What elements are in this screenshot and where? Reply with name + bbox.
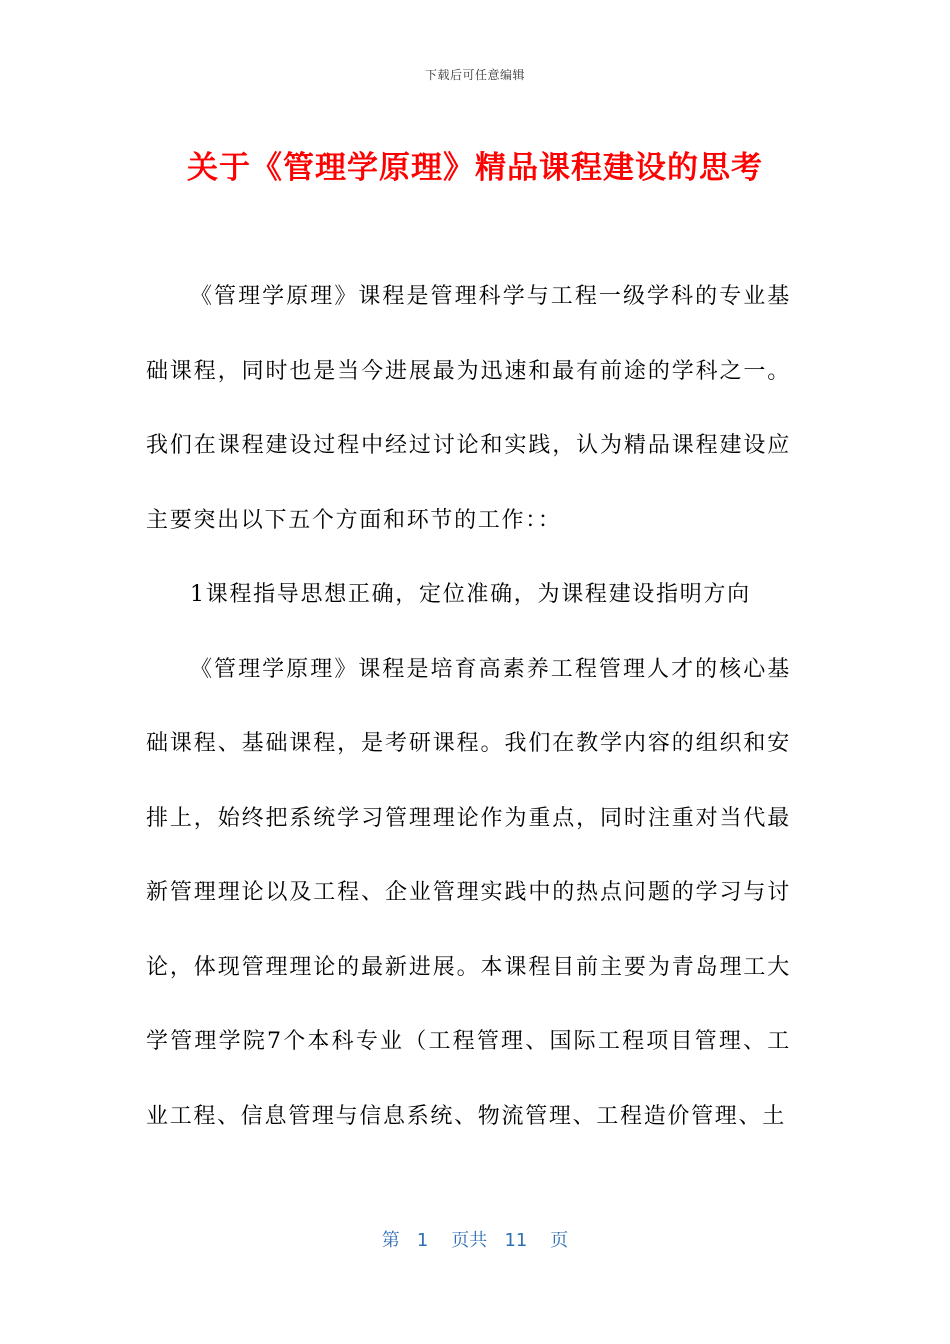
footer-label-middle: 页共	[451, 1230, 488, 1251]
paragraph-intro: 《管理学原理》课程是管理科学与工程一级学科的专业基础课程，同时也是当今进展最为迅速和最有前途的学科之一。我们在课程建设过程中经过讨论和实践，认为精品课程建设应主要突出以下五个方面和环节的工作：：	[146, 284, 791, 533]
header-note: 下载后可任意编辑	[424, 68, 525, 82]
footer-label-after: 页	[550, 1230, 569, 1251]
paragraph-section-heading: 1课程指导思想正确，定位准确，为课程建设指明方向	[190, 582, 751, 607]
document-title: 关于《管理学原理》精品课程建设的思考	[187, 150, 763, 186]
footer-label-before: 第	[381, 1230, 400, 1251]
paragraph-course-description: 《管理学原理》课程是培育高素养工程管理人才的核心基础课程、基础课程，是考研课程。我们在教学内容的组织和安排上，始终把系统学习管理理论作为重点，同时注重对当代最新管理理论以及工程、企业管理实践中的热点问题的学习与讨论，体现管理理论的最新进展。本课程目前主要为青岛理工大学管理学院7个本科专业（工程管理、国际工程项目管理、工业工程、信息管理与信息系统、物流管理、工程造价管理、土	[146, 656, 791, 1129]
footer-page-number: 1	[416, 1230, 429, 1251]
footer-total-pages: 11	[504, 1230, 528, 1251]
page-footer	[0, 1226, 950, 1252]
document-body	[146, 260, 791, 1154]
